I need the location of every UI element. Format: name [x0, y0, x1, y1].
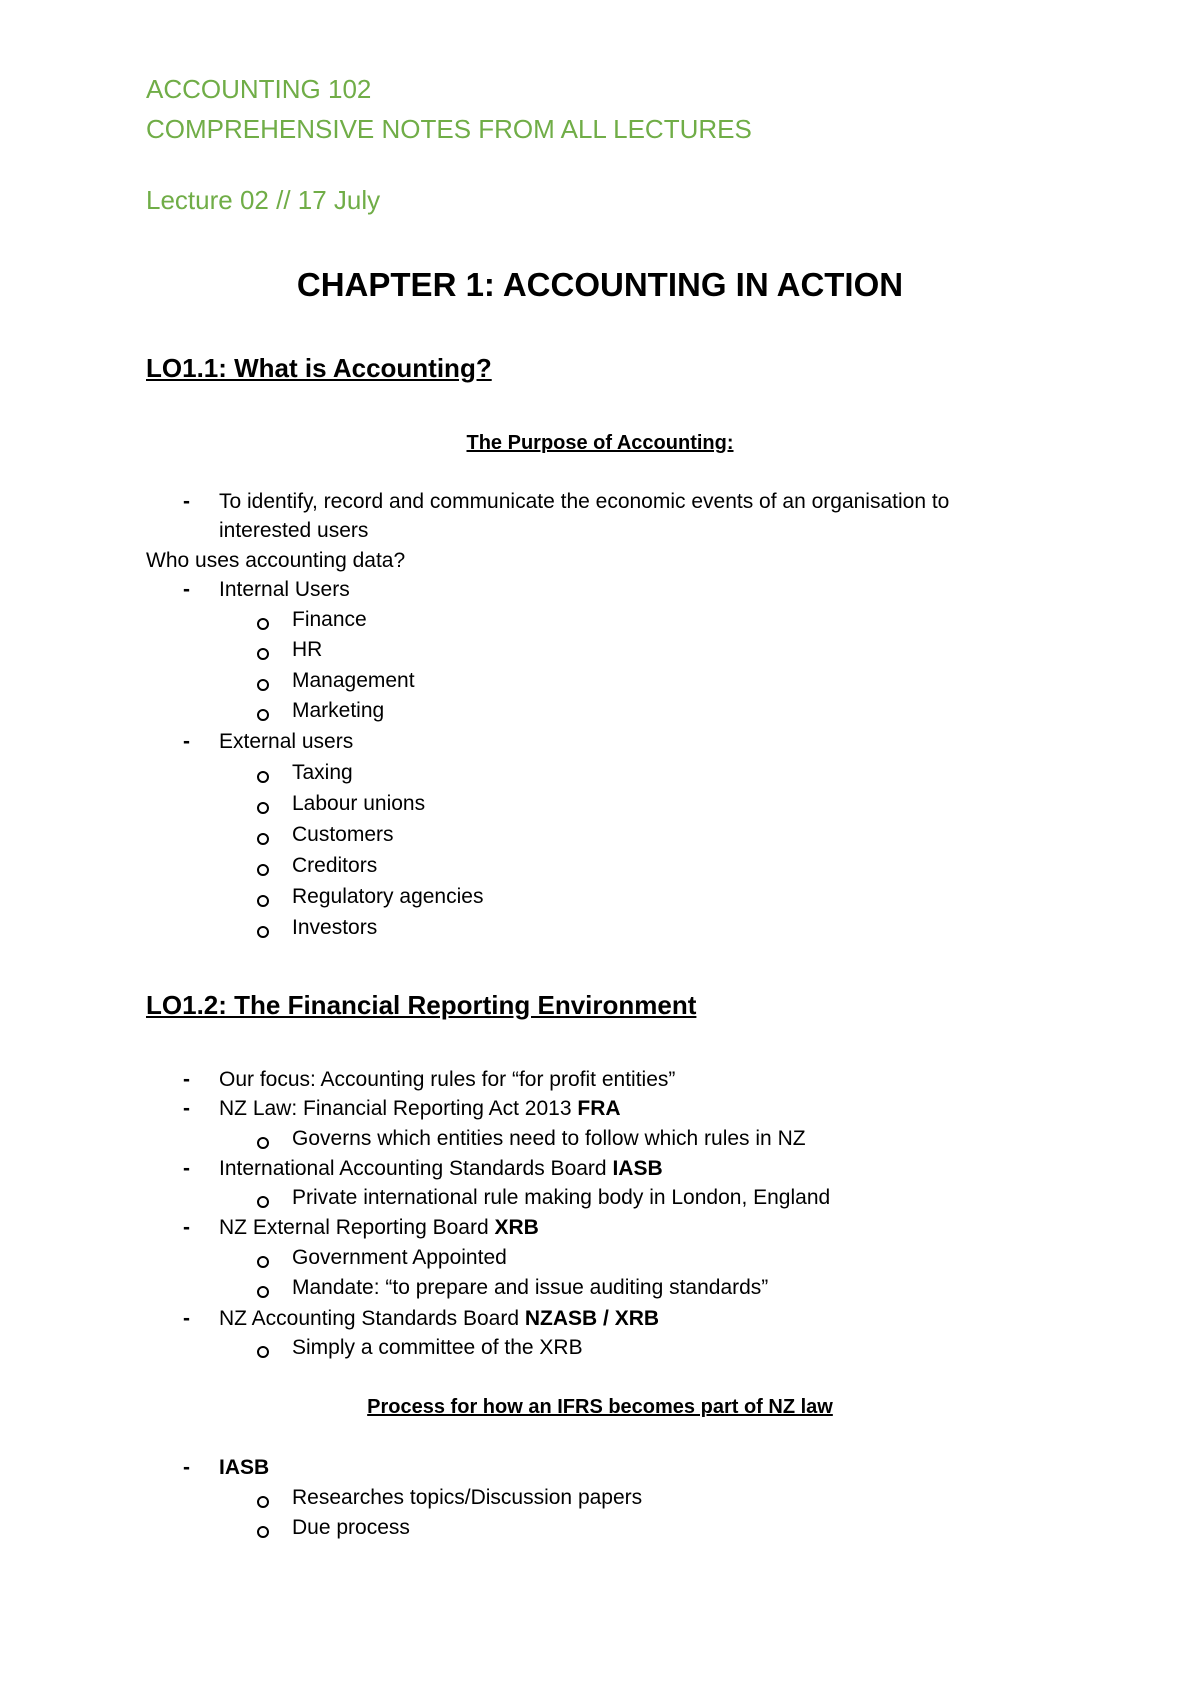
circle-bullet-icon	[257, 1256, 269, 1268]
lecture-date: Lecture 02 // 17 July	[146, 185, 381, 215]
nzlaw-sub: Governs which entities need to follow which rules in NZ	[292, 1127, 806, 1150]
circle-bullet-icon	[257, 833, 269, 845]
purpose-heading: The Purpose of Accounting:	[466, 432, 734, 454]
lo2-heading: LO1.2: The Financial Reporting Environment	[146, 990, 697, 1020]
bullet-dash: -	[183, 1068, 190, 1091]
nzlaw-abbr: FRA	[577, 1097, 621, 1120]
list-item: Due process	[292, 1516, 410, 1539]
xrb-text: NZ External Reporting Board	[219, 1216, 489, 1239]
list-item: Management	[292, 669, 415, 692]
lo1-heading: LO1.1: What is Accounting?	[146, 353, 492, 383]
iasb-abbr: IASB	[612, 1157, 663, 1180]
nzasb-item	[219, 1307, 659, 1331]
circle-bullet-icon	[257, 648, 269, 660]
xrb-abbr: XRB	[494, 1216, 539, 1239]
list-item: Investors	[292, 916, 378, 939]
chapter-title: CHAPTER 1: ACCOUNTING IN ACTION	[296, 266, 904, 303]
xrb-item	[219, 1216, 539, 1240]
bullet-dash: -	[183, 578, 190, 601]
nzasb-abbr: NZASB / XRB	[524, 1307, 660, 1330]
list-item: Labour unions	[292, 792, 426, 815]
bullet-dash: -	[183, 730, 190, 753]
nzasb-sub: Simply a committee of the XRB	[292, 1336, 583, 1359]
circle-bullet-icon	[257, 1496, 269, 1508]
nzasb-text: NZ Accounting Standards Board	[219, 1307, 520, 1330]
bullet-dash: -	[183, 1216, 190, 1239]
purpose-line-1: To identify, record and communicate the economic events of an organisation to	[219, 490, 950, 513]
xrb-sub-1: Government Appointed	[292, 1246, 507, 1269]
process-item: IASB	[219, 1456, 270, 1479]
circle-bullet-icon	[257, 895, 269, 907]
list-item: HR	[292, 638, 323, 661]
bullet-dash: -	[183, 1157, 190, 1180]
iasb-text: International Accounting Standards Board	[219, 1157, 607, 1180]
iasb-sub: Private international rule making body in London, England	[292, 1186, 831, 1209]
circle-bullet-icon	[257, 1196, 269, 1208]
circle-bullet-icon	[257, 1137, 269, 1149]
course-title: ACCOUNTING 102	[146, 74, 372, 104]
circle-bullet-icon	[257, 618, 269, 630]
bullet-dash: -	[183, 490, 190, 513]
list-item: Regulatory agencies	[292, 885, 484, 908]
nzlaw-item	[219, 1097, 621, 1121]
nzlaw-text: NZ Law: Financial Reporting Act 2013	[219, 1097, 572, 1120]
circle-bullet-icon	[257, 679, 269, 691]
list-item: Creditors	[292, 854, 378, 877]
circle-bullet-icon	[257, 771, 269, 783]
iasb-item	[219, 1157, 663, 1181]
users-question: Who uses accounting data?	[146, 549, 406, 572]
bullet-dash: -	[183, 1307, 190, 1330]
internal-users-label: Internal Users	[219, 578, 350, 601]
external-users-label: External users	[219, 730, 354, 753]
bullet-dash: -	[183, 1456, 190, 1479]
focus-item: Our focus: Accounting rules for “for profit entities”	[219, 1068, 676, 1091]
bullet-dash: -	[183, 1097, 190, 1120]
purpose-line-2: interested users	[219, 519, 369, 542]
circle-bullet-icon	[257, 1526, 269, 1538]
list-item: Taxing	[292, 761, 353, 784]
circle-bullet-icon	[257, 1286, 269, 1298]
list-item: Researches topics/Discussion papers	[292, 1486, 643, 1509]
xrb-sub-2: Mandate: “to prepare and issue auditing standards”	[292, 1276, 769, 1299]
circle-bullet-icon	[257, 1346, 269, 1358]
list-item: Customers	[292, 823, 394, 846]
list-item: Finance	[292, 608, 367, 631]
circle-bullet-icon	[257, 802, 269, 814]
circle-bullet-icon	[257, 926, 269, 938]
process-heading: Process for how an IFRS becomes part of NZ law	[367, 1396, 833, 1418]
list-item: Marketing	[292, 699, 385, 722]
circle-bullet-icon	[257, 709, 269, 721]
course-subtitle: COMPREHENSIVE NOTES FROM ALL LECTURES	[146, 114, 752, 144]
circle-bullet-icon	[257, 864, 269, 876]
